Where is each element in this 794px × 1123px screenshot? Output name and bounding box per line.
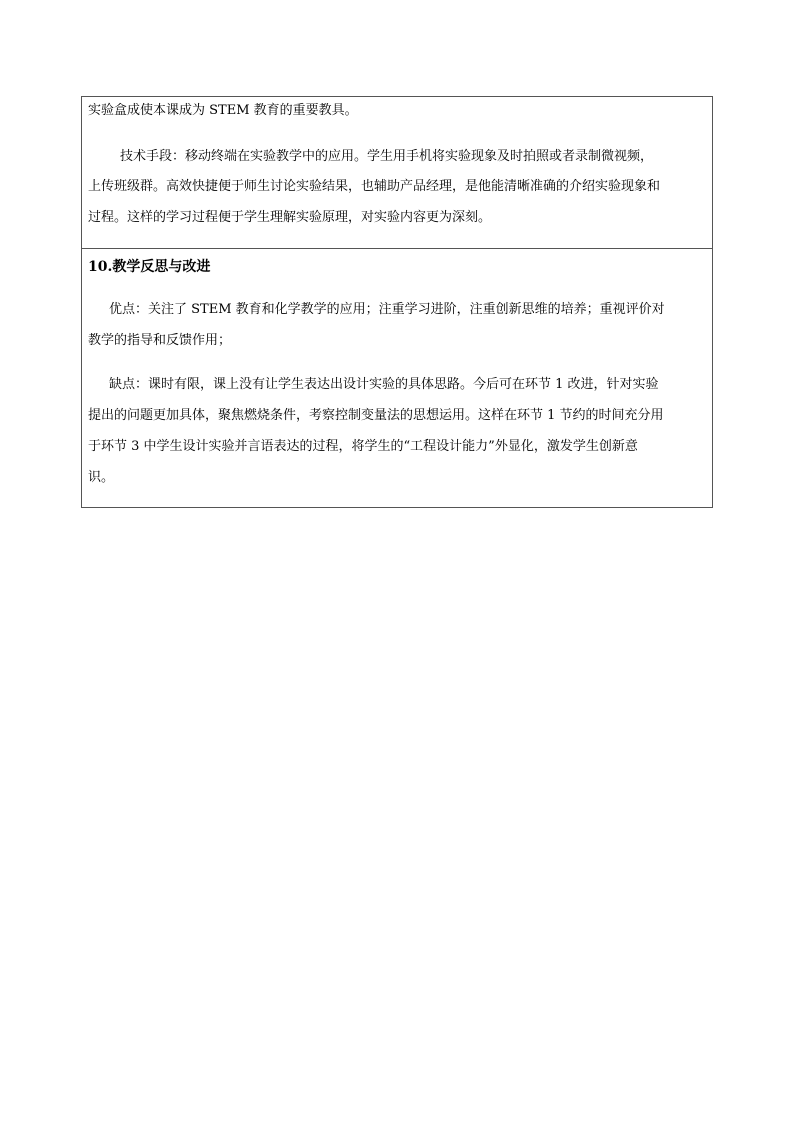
text-line: 技术手段：移动终端在实验教学中的应用。学生用手机将实验现象及时拍照或者录制微视频，	[120, 149, 654, 164]
text-line: 缺点：课时有限，课上没有让学生表达出设计实验的具体思路。今后可在环节 1 改进，针对实验	[109, 377, 659, 392]
text-line: 教学的指导和反馈作用；	[88, 333, 232, 348]
text-line: 提出的问题更加具体，聚焦燃烧条件，考察控制变量法的思想运用。这样在环节 1 节约的时间充分用	[88, 408, 664, 423]
text-line: 优点：关注了 STEM 教育和化学教学的应用；注重学习进阶，注重创新思维的培养；重视评价对	[109, 302, 665, 317]
text-line: 实验盒成使本课成为 STEM 教育的重要教具。	[88, 103, 358, 118]
section-heading: 10.教学反思与改进	[88, 259, 211, 275]
text-line: 上传班级群。高效快捷便于师生讨论实验结果，也辅助产品经理，是他能清晰准确的介绍实验现象和	[88, 179, 661, 194]
text-line: 识。	[88, 470, 115, 485]
text-line: 过程。这样的学习过程便于学生理解实验原理，对实验内容更为深刻。	[88, 210, 492, 225]
text-line: 于环节 3 中学生设计实验并言语表达的过程，将学生的“工程设计能力”外显化，激发学生创新意	[88, 439, 638, 454]
document-table	[81, 96, 713, 508]
table-cell-reflection	[82, 249, 712, 507]
table-cell-tech-means	[82, 97, 712, 249]
